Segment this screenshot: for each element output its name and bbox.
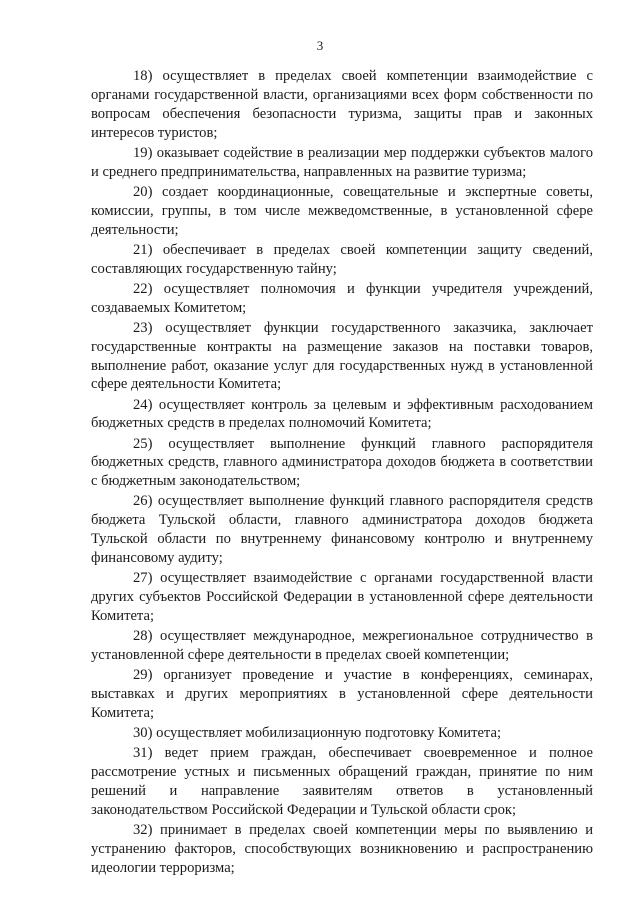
list-item-27: 27) осуществляет взаимодействие с органами государственной власти других субъектов Российской Федерации в установленной сфере деятельности Комитета; — [91, 570, 593, 625]
list-item-22: 22) осуществляет полномочия и функции учредителя учреждений, создаваемых Комитетом; — [91, 280, 593, 316]
list-item-19: 19) оказывает содействие в реализации мер поддержки субъектов малого и среднего предпринимательства, направленных на развитие туризма; — [91, 144, 593, 180]
list-item-21: 21) обеспечивает в пределах своей компетенции защиту сведений, составляющих государственную тайну; — [91, 241, 593, 277]
list-item-23: 23) осуществляет функции государственного заказчика, заключает государственные контракты на размещение заказов на поставки товаров, выполнение работ, оказание услуг для государственных нужд в установленной сфере деятельности Комитета; — [91, 319, 593, 393]
list-item-32: 32) принимает в пределах своей компетенции меры по выявлению и устранению факторов, способствующих возникновению и распространению идеологии терроризма; — [91, 821, 593, 876]
list-item-30: 30) осуществляет мобилизационную подготовку Комитета; — [133, 725, 502, 742]
list-item-26: 26) осуществляет выполнение функций главного распорядителя средств бюджета Тульской области, главного администратора доходов бюджета Тульской области по внутреннему финансовому контролю и внутреннему финансовому аудиту; — [91, 493, 593, 567]
list-item-31: 31) ведет прием граждан, обеспечивает своевременное и полное рассмотрение устных и письменных обращений граждан, принятие по ним решений и направление заявителям ответов в установленный законодательством Российской Федерации и Тульской области срок; — [91, 745, 593, 818]
list-item-24: 24) осуществляет контроль за целевым и эффективным расходованием бюджетных средств в пределах полномочий Комитета; — [91, 396, 593, 432]
list-item-29: 29) организует проведение и участие в конференциях, семинарах, выставках и других мероприятиях в установленной сфере деятельности Комитета; — [91, 667, 593, 721]
document-body — [91, 67, 593, 879]
list-item-28: 28) осуществляет международное, межрегиональное сотрудничество в установленной сфере деятельности в пределах своей компетенции; — [91, 628, 593, 664]
list-item-20: 20) создает координационные, совещательные и экспертные советы, комиссии, группы, в том числе межведомственные, в установленной сфере деятельности; — [91, 183, 593, 238]
list-item-18: 18) осуществляет в пределах своей компетенции взаимодействие с органами государственной власти, организациями всех форм собственности по вопросам обеспечения безопасности туризма, защиты прав и законных интересов туристов; — [91, 68, 593, 141]
page-number: 3 — [316, 38, 324, 53]
list-item-25: 25) осуществляет выполнение функций главного распорядителя бюджетных средств, главного администратора доходов бюджета в соответствии с бюджетным законодательством; — [91, 435, 593, 490]
